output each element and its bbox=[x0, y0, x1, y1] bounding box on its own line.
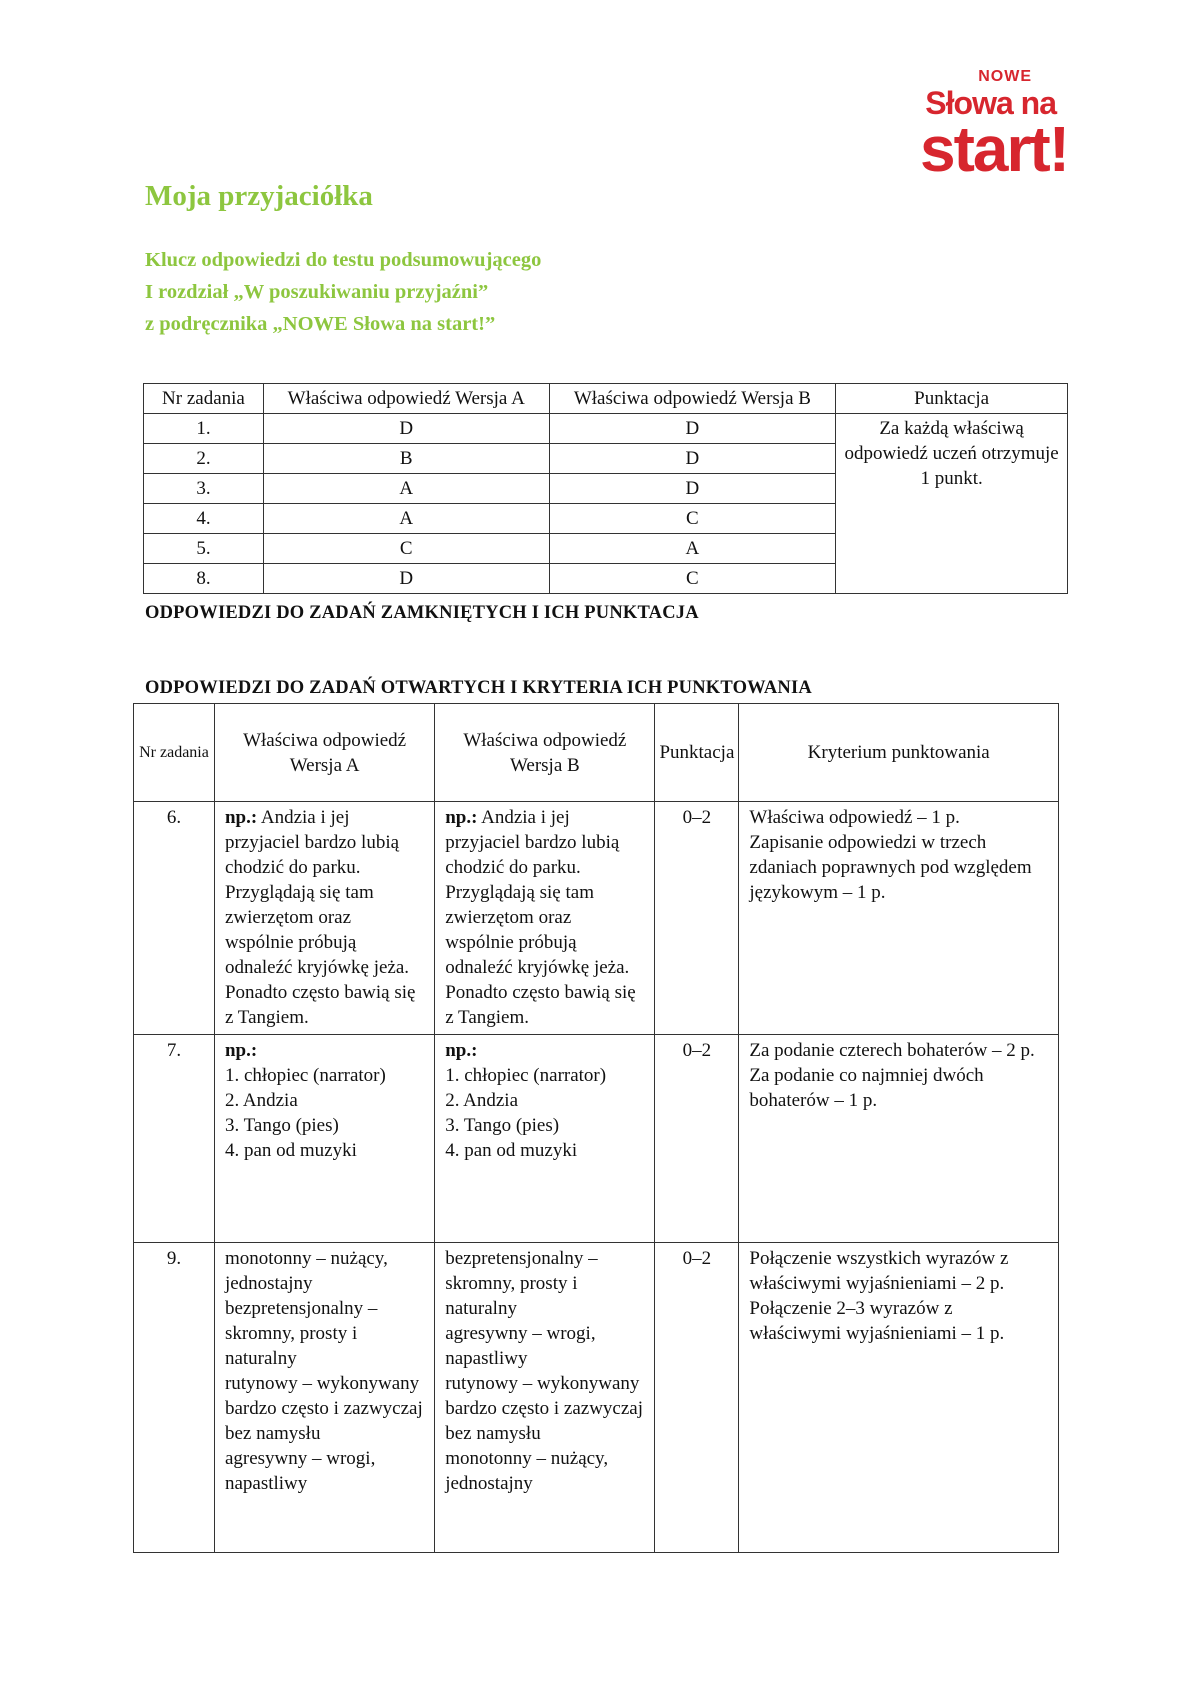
subtitle-line: Klucz odpowiedzi do testu podsumowującego bbox=[145, 249, 542, 271]
answer-line: Andzia i jej przyjaciel bardzo lubią chodzić do parku. Przyglądają się tam zwierzętom oraz wspólnie próbują odnaleźć kryjówkę jeża. Ponadto często bawią się z Tangiem. bbox=[224, 807, 416, 1028]
header-cell: Punktacja bbox=[836, 384, 1068, 414]
table-header-row bbox=[134, 704, 1059, 802]
answer-a bbox=[214, 1243, 434, 1553]
open-answers-table bbox=[133, 703, 1059, 1553]
answer-b: C bbox=[549, 564, 836, 594]
answer-a: D bbox=[263, 564, 549, 594]
answer-b bbox=[435, 1243, 655, 1553]
answer-b bbox=[435, 802, 655, 1035]
answer-b: D bbox=[549, 414, 836, 444]
answer-a: A bbox=[263, 474, 549, 504]
answer-line: monotonny – nużący, jednostajny bbox=[224, 1248, 388, 1294]
points: 0–2 bbox=[655, 1243, 739, 1553]
open-section-label: ODPOWIEDZI DO ZADAŃ OTWARTYCH I KRYTERIA ICH PUNKTOWANIA bbox=[145, 678, 812, 698]
answer-line: agresywny – wrogi, napastliwy bbox=[445, 1323, 596, 1369]
logo-line-3: start! bbox=[919, 113, 1068, 185]
criteria-line: Za podanie co najmniej dwóch bohaterów – 1 p. bbox=[749, 1065, 984, 1111]
task-number: 7. bbox=[134, 1035, 215, 1243]
task-number: 4. bbox=[144, 504, 264, 534]
task-number: 1. bbox=[144, 414, 264, 444]
criteria-line: Zapisanie odpowiedzi w trzech zdaniach poprawnych pod względem językowym – 1 p. bbox=[749, 832, 1032, 903]
answer-line: agresywny – wrogi, napastliwy bbox=[224, 1448, 376, 1494]
task-number: 3. bbox=[144, 474, 264, 504]
answer-b: D bbox=[549, 474, 836, 504]
answer-b bbox=[435, 1035, 655, 1243]
header-cell: Punktacja bbox=[655, 704, 739, 802]
answer-prefix: np.: bbox=[445, 1040, 478, 1061]
criteria bbox=[739, 802, 1059, 1035]
header-cell: Właściwa odpowiedź Wersja A bbox=[263, 384, 549, 414]
logo-line-1: NOWE bbox=[978, 68, 1032, 85]
answer-a: B bbox=[263, 444, 549, 474]
table-row bbox=[134, 1035, 1059, 1243]
header-cell: Właściwa odpowiedź Wersja A bbox=[214, 704, 434, 802]
subtitle-line: I rozdział „W poszukiwaniu przyjaźni” bbox=[145, 281, 489, 303]
answer-b: C bbox=[549, 504, 836, 534]
table-header-row bbox=[144, 384, 1068, 414]
criteria bbox=[739, 1035, 1059, 1243]
answer-prefix: np.: bbox=[224, 807, 258, 828]
answer-line: 4. pan od muzyki bbox=[224, 1140, 357, 1161]
answer-line: 3. Tango (pies) bbox=[445, 1115, 560, 1136]
points: 0–2 bbox=[655, 802, 739, 1035]
header-cell: Nr zadania bbox=[144, 384, 264, 414]
answer-b: D bbox=[549, 444, 836, 474]
task-number: 5. bbox=[144, 534, 264, 564]
answer-line: rutynowy – wykonywany bardzo często i zazwyczaj bez namysłu bbox=[445, 1373, 643, 1444]
task-number: 8. bbox=[144, 564, 264, 594]
task-number: 9. bbox=[134, 1243, 215, 1553]
closed-answers-table bbox=[143, 383, 1068, 594]
subtitle bbox=[145, 244, 541, 340]
answer-prefix: np.: bbox=[224, 1040, 258, 1061]
answer-line: 4. pan od muzyki bbox=[445, 1140, 578, 1161]
answer-line: 2. Andzia bbox=[224, 1090, 298, 1111]
answer-a bbox=[214, 1035, 434, 1243]
subtitle-line: z podręcznika „NOWE Słowa na start!” bbox=[145, 313, 496, 335]
criteria-line: Połączenie 2–3 wyrazów z właściwymi wyjaśnieniami – 1 p. bbox=[749, 1298, 1005, 1344]
answer-a: A bbox=[263, 504, 549, 534]
criteria-line: Za podanie czterech bohaterów – 2 p. bbox=[749, 1040, 1035, 1061]
points-note: Za każdą właściwą odpowiedź uczeń otrzymuje 1 punkt. bbox=[836, 414, 1068, 594]
header-cell: Kryterium punktowania bbox=[739, 704, 1059, 802]
answer-line: bezpretensjonalny – skromny, prosty i naturalny bbox=[445, 1248, 598, 1319]
brand-logo bbox=[898, 68, 1068, 185]
answer-line: rutynowy – wykonywany bardzo często i zazwyczaj bez namysłu bbox=[224, 1373, 423, 1444]
answer-line: 3. Tango (pies) bbox=[224, 1115, 339, 1136]
closed-section-label: ODPOWIEDZI DO ZADAŃ ZAMKNIĘTYCH I ICH PUNKTACJA bbox=[145, 603, 699, 623]
page-title: Moja przyjaciółka bbox=[145, 180, 373, 212]
answer-a: C bbox=[263, 534, 549, 564]
answer-line: 1. chłopiec (narrator) bbox=[224, 1065, 386, 1086]
answer-b: A bbox=[549, 534, 836, 564]
answer-a: D bbox=[263, 414, 549, 444]
task-number: 2. bbox=[144, 444, 264, 474]
table-row bbox=[144, 414, 1068, 444]
header-cell: Właściwa odpowiedź Wersja B bbox=[435, 704, 655, 802]
answer-prefix: np.: bbox=[445, 807, 478, 828]
criteria-line: Połączenie wszystkich wyrazów z właściwymi wyjaśnieniami – 2 p. bbox=[749, 1248, 1009, 1294]
points: 0–2 bbox=[655, 1035, 739, 1243]
answer-line: Andzia i jej przyjaciel bardzo lubią chodzić do parku. Przyglądają się tam zwierzętom oraz wspólnie próbują odnaleźć kryjówkę jeża. Ponadto często bawią się z Tangiem. bbox=[445, 807, 636, 1028]
table-row bbox=[134, 1243, 1059, 1553]
answer-a bbox=[214, 802, 434, 1035]
task-number: 6. bbox=[134, 802, 215, 1035]
answer-line: 1. chłopiec (narrator) bbox=[445, 1065, 607, 1086]
table-row bbox=[134, 802, 1059, 1035]
answer-line: bezpretensjonalny – skromny, prosty i naturalny bbox=[224, 1298, 378, 1369]
answer-line: monotonny – nużący, jednostajny bbox=[445, 1448, 609, 1494]
header-cell: Właściwa odpowiedź Wersja B bbox=[549, 384, 836, 414]
criteria-line: Właściwa odpowiedź – 1 p. bbox=[749, 807, 960, 828]
header-cell: Nr zadania bbox=[134, 704, 215, 802]
logo-line-2: Słowa na bbox=[925, 85, 1056, 121]
answer-line: 2. Andzia bbox=[445, 1090, 519, 1111]
criteria bbox=[739, 1243, 1059, 1553]
